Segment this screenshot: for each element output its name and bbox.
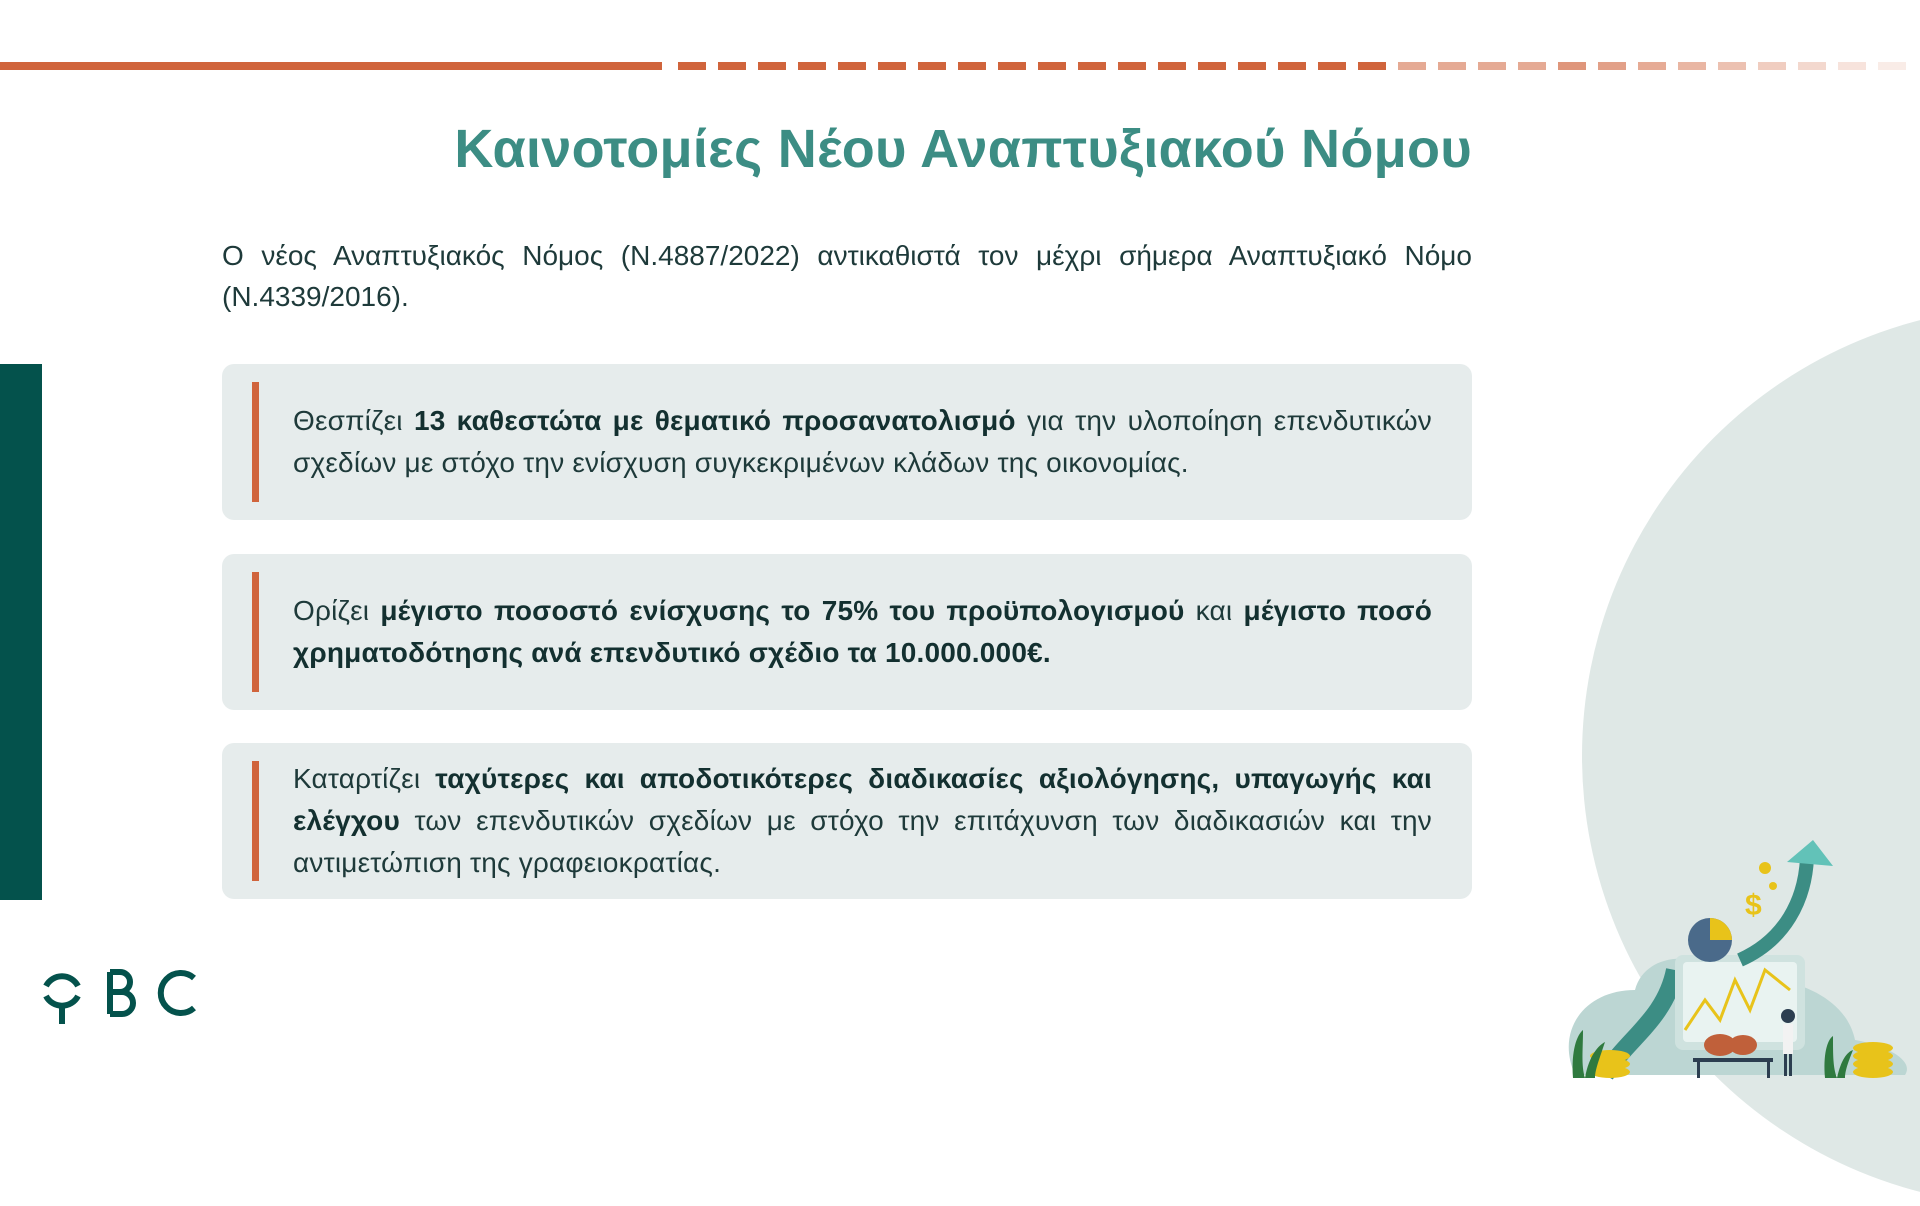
card-text: Θεσπίζει 13 καθεστώτα με θεματικό προσανατολισμό για την υλοποίηση επενδυτικών σχεδίων με στόχο την ενίσχυση συγκεκριμένων κλάδων της οικονομίας.	[293, 405, 1432, 478]
qbc-logo	[32, 962, 202, 1032]
top-dashed-divider	[0, 61, 1920, 71]
finance-growth-illustration	[1555, 840, 1920, 1080]
card-accent-bar	[252, 572, 259, 692]
card-text: Ορίζει μέγιστο ποσοστό ενίσχυσης το 75% του προϋπολογισμού και μέγιστο ποσό χρηματοδότησης ανά επενδυτικό σχέδιο τα 10.000.000€.	[293, 595, 1432, 668]
info-card-funding	[222, 554, 1472, 710]
info-card-procedures	[222, 743, 1472, 899]
intro-paragraph: Ο νέος Αναπτυξιακός Νόμος (Ν.4887/2022) αντικαθιστά τον μέχρι σήμερα Αναπτυξιακό Νόμο (Ν.4339/2016).	[222, 240, 1472, 312]
card-accent-bar	[252, 382, 259, 502]
left-accent-bar	[0, 364, 42, 900]
dollar-icon: $	[1745, 889, 1762, 922]
info-card-regimes	[222, 364, 1472, 520]
page-title: Καινοτομίες Νέου Αναπτυξιακού Νόμου	[454, 119, 1472, 179]
card-accent-bar	[252, 761, 259, 881]
card-text: Καταρτίζει ταχύτερες και αποδοτικότερες διαδικασίες αξιολόγησης, υπαγωγής και ελέγχου των επενδυτικών σχεδίων με στόχο την επιτάχυνση των διαδικασιών και την αντιμετώπιση της γραφειοκρατίας.	[293, 763, 1433, 878]
